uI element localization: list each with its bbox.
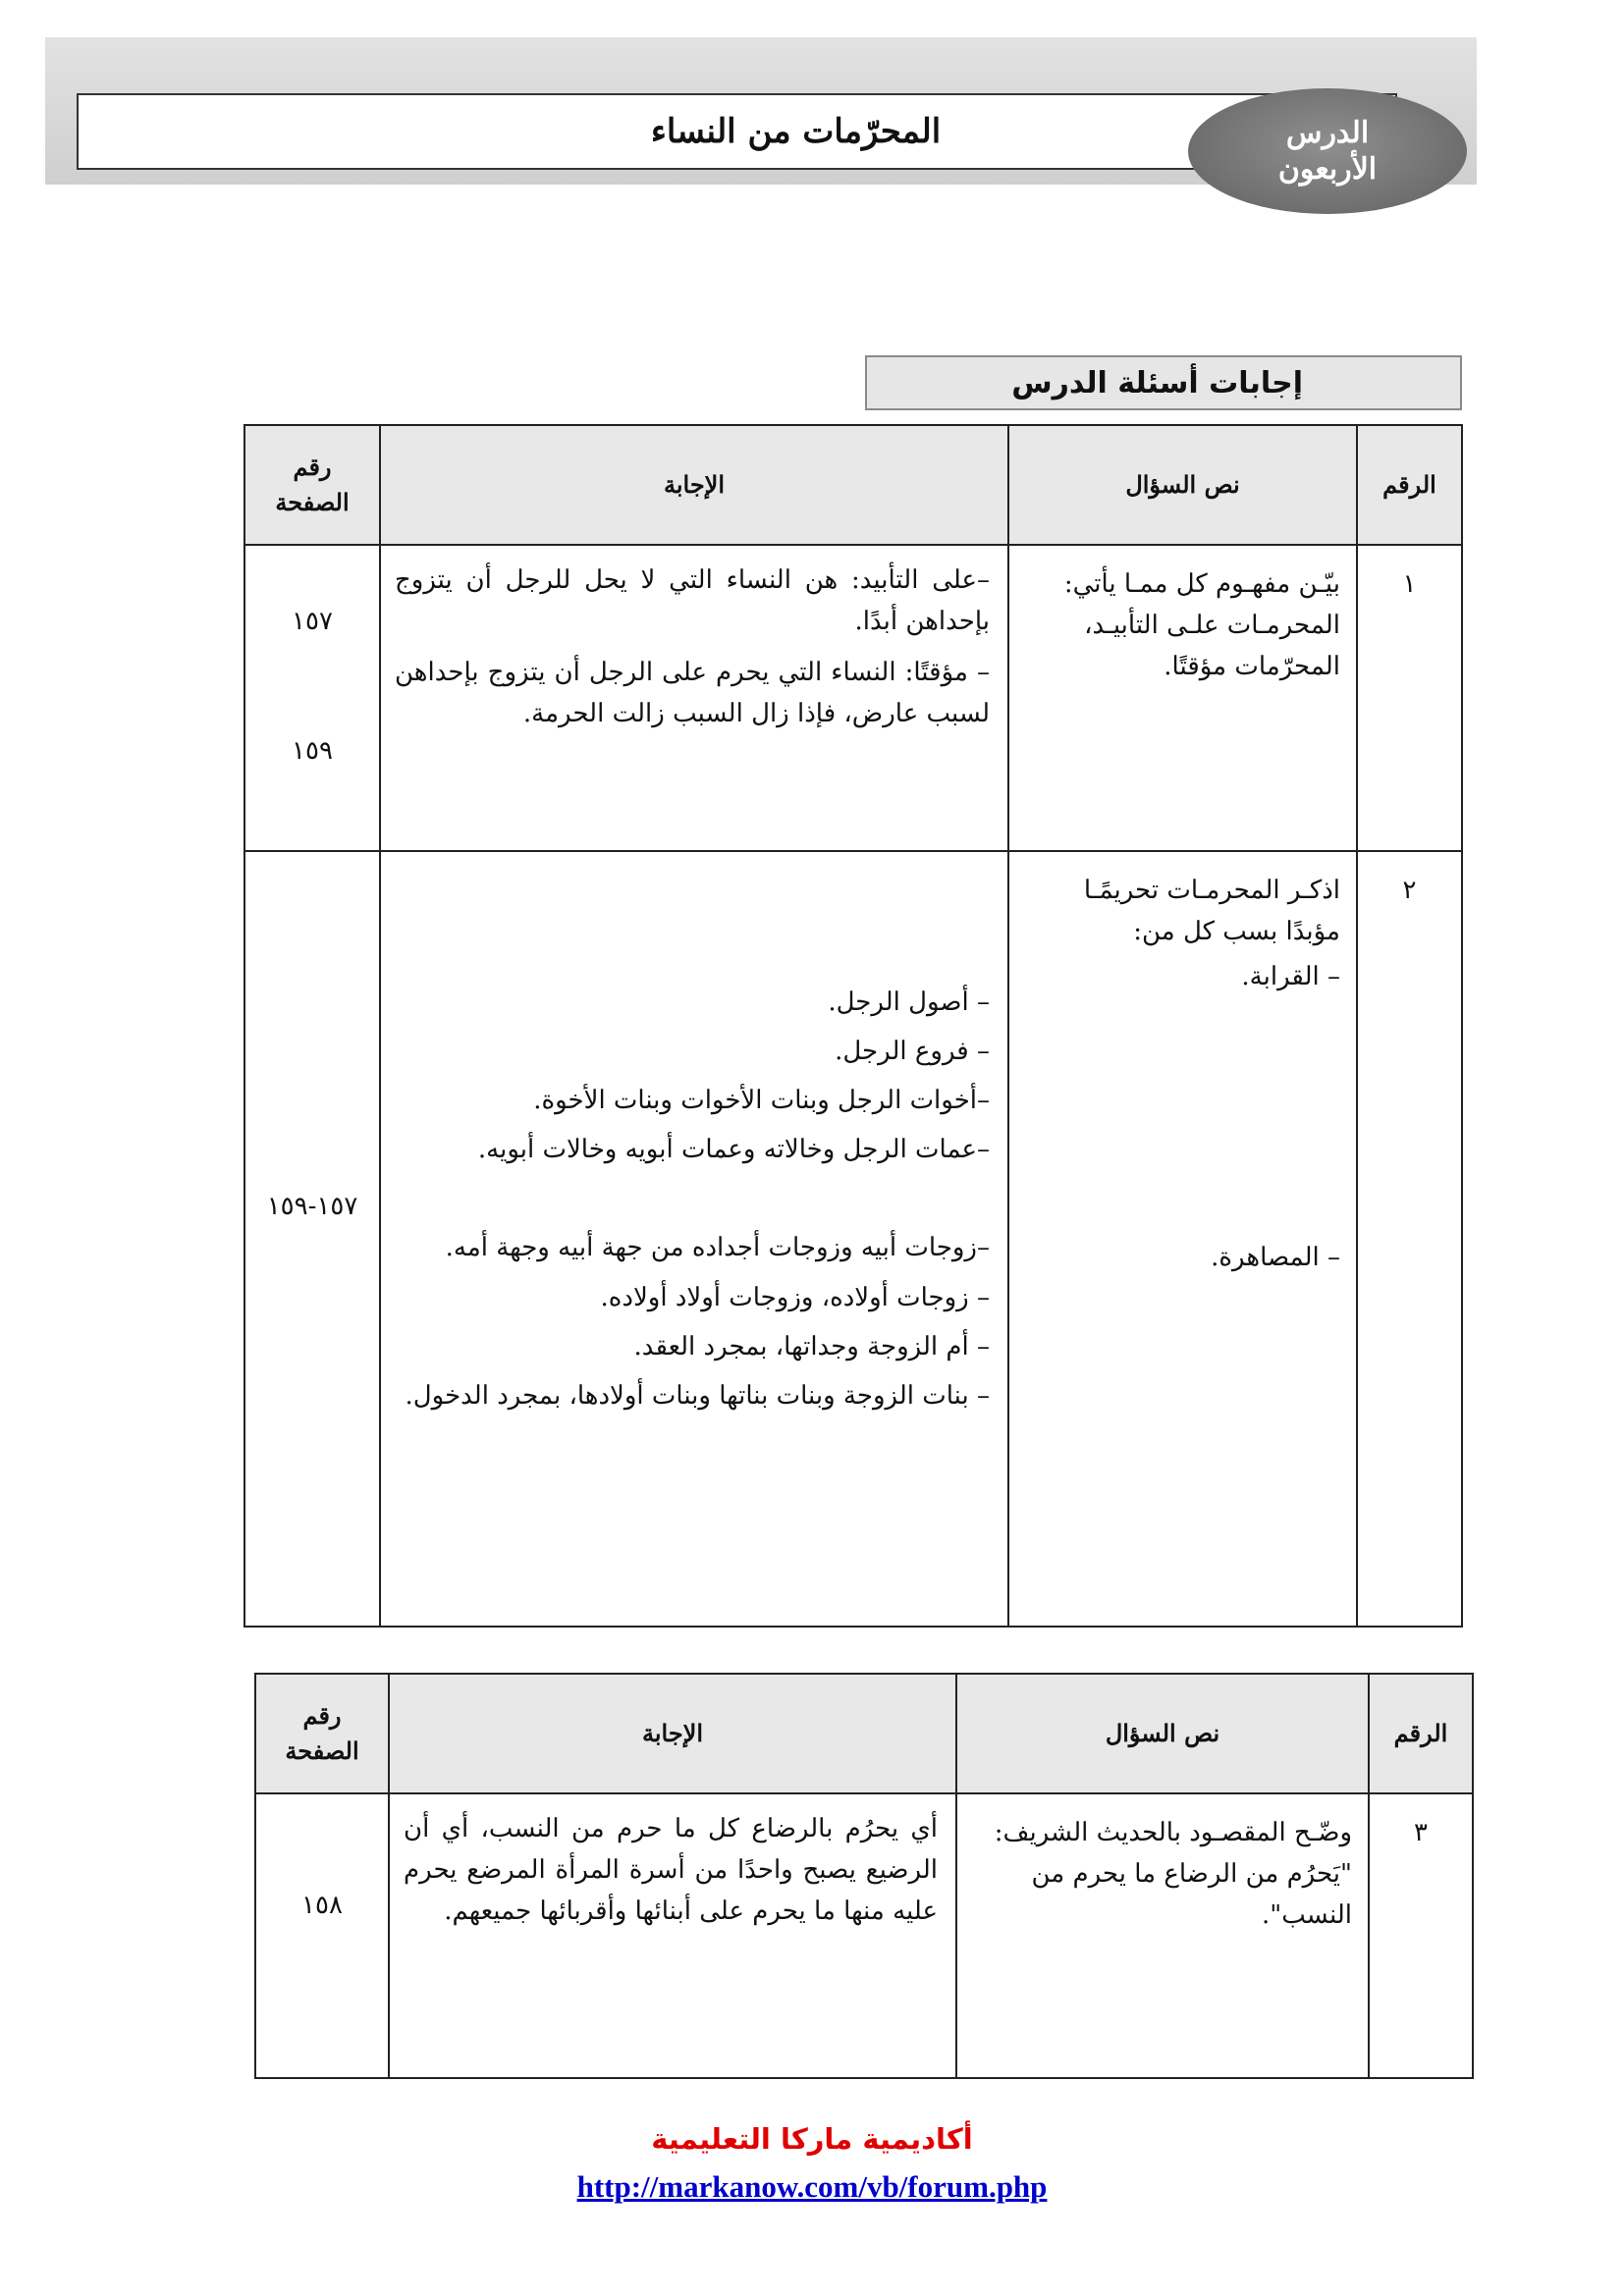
answer-item: –عمات الرجل وخالاته وعمات أبويه وخالات أبويه.: [477, 1135, 990, 1165]
header-page-line1: رقم: [293, 453, 332, 481]
answers-table-1: [244, 424, 1463, 1628]
table-header-row: [244, 425, 1462, 545]
answer-item: – فروع الرجل.: [835, 1037, 990, 1067]
question-subitem: – القرابة.: [1241, 962, 1340, 992]
footer-forum-link[interactable]: http://markanow.com/vb/forum.php: [576, 2169, 1048, 2204]
lesson-title: المحرّمات من النساء: [650, 112, 942, 151]
answer-cell: [380, 851, 1008, 1627]
table-row: [244, 851, 1462, 1627]
answer-item: –على التأبيد: هن النساء التي لا يحل للرجل أن يتزوج بإحداهن أبدًا.: [395, 565, 990, 637]
header-question: نص السؤال: [1008, 425, 1357, 545]
footer-academy-name: أكاديمية ماركا التعليمية: [651, 2122, 973, 2156]
page-number: ١٥٨: [301, 1891, 343, 1920]
answers-table-2: [254, 1673, 1474, 2079]
header-page: [244, 425, 380, 545]
question-text: اذكـر المحرمـات تحريمًـا مؤبدًا بسب كل من:: [1083, 876, 1340, 947]
page-number: ١٥٩: [292, 736, 333, 766]
header-page-line1: رقم: [302, 1701, 342, 1730]
answer-text: أي يحرُم بالرضاع كل ما حرم من النسب، أي أن الرضيع يصبح واحدًا من أسرة المرأة المرضع يحرم عليه منها ما يحرم على أبنائها وأقربائها جميعهم.: [389, 1793, 956, 2078]
row-number: ١: [1357, 545, 1462, 851]
header-num: الرقم: [1357, 425, 1462, 545]
page-cell: [244, 545, 380, 851]
answer-item: – أصول الرجل.: [828, 988, 990, 1017]
question-text: وضّـح المقصـود بالحديث الشريف: "يَحرُم من الرضاع ما يحرم من النسب".: [956, 1793, 1369, 2078]
header-num: الرقم: [1369, 1674, 1473, 1793]
page-number: ١٥٧: [292, 607, 333, 636]
question-text: بيّـن مفهـوم كل ممـا يأتي: المحرمـات علـى التأبيـد، المحرّمات مؤقتًا.: [1008, 545, 1357, 851]
answer-item: –أخوات الرجل وبنات الأخوات وبنات الأخوة.: [533, 1086, 990, 1116]
section-title: إجابات أسئلة الدرس: [865, 355, 1462, 410]
table-header-row: [255, 1674, 1473, 1793]
lesson-badge-line1: الدرس: [1285, 115, 1370, 150]
question-cell: [1008, 851, 1357, 1627]
answer-item: –زوجات أبيه وزوجات أجداده من جهة أبيه وجهة أمه.: [445, 1233, 990, 1263]
header-page-line2: الصفحة: [275, 488, 350, 516]
header-page-line2: الصفحة: [285, 1736, 359, 1765]
answer-item: – أم الزوجة وجداتها، بمجرد العقد.: [633, 1331, 990, 1362]
header-answer: الإجابة: [389, 1674, 956, 1793]
answer-item: – بنات الزوجة وبنات بناتها وبنات أولادها، بمجرد الدخول.: [405, 1380, 990, 1411]
table-row: [255, 1793, 1473, 2078]
lesson-badge-line2: الأربعون: [1277, 152, 1378, 187]
answer-item: – مؤقتًا: النساء التي يحرم على الرجل أن يتزوج بإحداهن لسبب عارض، فإذا زال السبب زالت الحرمة.: [395, 658, 990, 729]
header-question: نص السؤال: [956, 1674, 1369, 1793]
row-number: ٢: [1357, 851, 1462, 1627]
header-page: [255, 1674, 389, 1793]
answer-cell: [380, 545, 1008, 851]
row-number: ٣: [1369, 1793, 1473, 2078]
header-answer: الإجابة: [380, 425, 1008, 545]
page-cell: [244, 851, 380, 1627]
table-row: [244, 545, 1462, 851]
page-number: ١٥٧-١٥٩: [266, 1192, 358, 1221]
answer-item: – زوجات أولاده، وزوجات أولاد أولاده.: [600, 1282, 990, 1312]
page-cell: [255, 1793, 389, 2078]
question-subitem: – المصاهرة.: [1211, 1243, 1340, 1273]
lesson-number-badge: [1188, 88, 1467, 214]
